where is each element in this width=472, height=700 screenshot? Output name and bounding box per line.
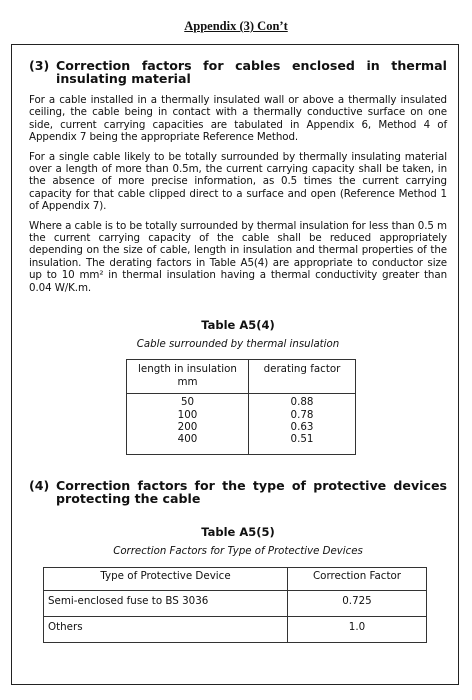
page-header-text: Appendix (3) Con’t — [184, 19, 288, 33]
table-cell-factor — [249, 394, 356, 455]
table-header-cell: Type of Protective Device — [44, 567, 288, 590]
section-3-paragraph-3: Where a cable is to be totally surrounded by thermal insulation for less than 0.5 m the current carrying capacity of the cable shall be reduced appropriately depending on the size of cable, length in insulation and thermal properties of the insulation. The derating factors in Table A5(4) are appropriate to conductor size up to 10 mm² in thermal insulation having a thermal conductivity greater than 0.04 W/K.m. — [29, 219, 447, 294]
table-value: 0.51 — [290, 433, 314, 446]
table-value: 0.88 — [290, 396, 314, 409]
section-4-number: (4) — [29, 477, 50, 493]
table-cell-device: Semi-enclosed fuse to BS 3036 — [44, 590, 288, 616]
table-value: 50 — [180, 396, 195, 409]
content-frame — [11, 44, 459, 685]
table-cell-device: Others — [44, 616, 288, 642]
page-header — [0, 19, 472, 34]
section-3-paragraph-2: For a single cable likely to be totally surrounded by thermally insulating material over a length of more than 0.5m, the current carrying capacity shall be taken, in the absence of more precise information, as 0.5 times the current carrying capacity for that cable clipped direct to a surface and open (Reference Method 1 of Appendix 7). — [29, 150, 447, 213]
table-value: 100 — [177, 408, 198, 421]
table-header-row — [44, 567, 427, 590]
table-a5-4-caption: Cable surrounded by thermal insulation — [136, 339, 340, 351]
table-header-row — [127, 360, 356, 394]
table-a5-4-title: Table A5(4) — [201, 318, 275, 333]
table-header-cell: Correction Factor — [288, 567, 427, 590]
table-cell-factor: 1.0 — [288, 616, 427, 642]
section-3-number: (3) — [29, 58, 50, 73]
table-value: 400 — [177, 433, 198, 446]
table-header-cell: length in insulation mm — [127, 360, 249, 394]
section-4-heading — [29, 479, 447, 505]
table-a5-5-caption: Correction Factors for Type of Protective Devices — [113, 545, 363, 557]
table-row — [44, 590, 427, 616]
section-3-heading — [29, 59, 447, 85]
table-a5-5 — [43, 567, 427, 643]
table-a5-4 — [126, 359, 356, 455]
section-4-title: Correction factors for the type of protective devices protecting the cable — [56, 477, 447, 506]
table-value: 0.63 — [290, 420, 314, 433]
table-row — [44, 616, 427, 642]
table-cell-factor: 0.725 — [288, 590, 427, 616]
table-a5-5-title: Table A5(5) — [201, 524, 275, 539]
content-body — [29, 45, 447, 643]
section-3-paragraph-1: For a cable installed in a thermally insulated wall or above a thermally insulated ceiling, the cable being in contact with a thermally conductive surface on one side, current carrying capacities are tabulated in Appendix 6, Method 4 of Appendix 7 being the appropriate Reference Method. — [29, 94, 447, 144]
section-3-title: Correction factors for cables enclosed in thermal insulating material — [56, 58, 447, 86]
table-cell-length — [127, 394, 249, 455]
table-header-cell: derating factor — [249, 360, 356, 394]
table-body-row — [127, 394, 356, 455]
table-value: 200 — [177, 420, 198, 433]
table-value: 0.78 — [290, 408, 314, 421]
